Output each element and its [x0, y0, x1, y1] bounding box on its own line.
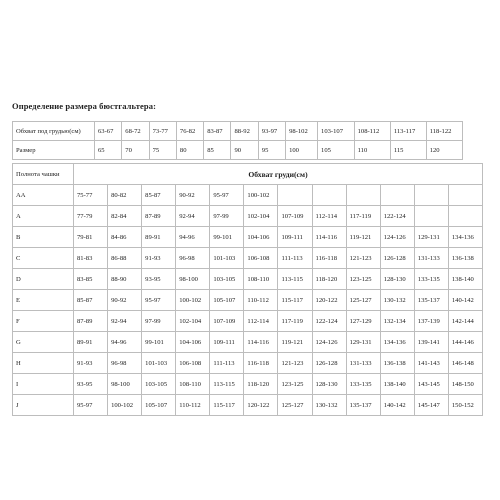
bust-range-cell: 122-124 — [312, 311, 346, 332]
bust-range-cell: 129-131 — [346, 332, 380, 353]
bust-range-cell: 144-146 — [448, 332, 482, 353]
cup-label: C — [13, 248, 74, 269]
cup-label: G — [13, 332, 74, 353]
cup-label: I — [13, 374, 74, 395]
bust-range-cell: 123-125 — [278, 374, 312, 395]
bust-range-cell: 128-130 — [312, 374, 346, 395]
size-row — [13, 141, 463, 160]
bust-range-cell: 86-88 — [108, 248, 142, 269]
bust-range-cell: 143-145 — [414, 374, 448, 395]
bust-range-cell: 98-100 — [108, 374, 142, 395]
bust-range-cell: 105-107 — [210, 290, 244, 311]
size-cell: 75 — [149, 141, 176, 160]
bust-range-cell: 117-119 — [346, 206, 380, 227]
bust-range-cell: 98-100 — [176, 269, 210, 290]
bust-range-cell: 94-96 — [108, 332, 142, 353]
underbust-cell: 63-67 — [95, 122, 122, 141]
bust-range-cell: 77-79 — [74, 206, 108, 227]
bust-range-cell: 125-127 — [346, 290, 380, 311]
bust-range-cell — [448, 206, 482, 227]
bust-range-cell: 85-87 — [74, 290, 108, 311]
size-cell: 100 — [286, 141, 318, 160]
bust-range-cell: 113-115 — [278, 269, 312, 290]
bust-range-cell: 118-120 — [312, 269, 346, 290]
bust-range-cell: 120-122 — [312, 290, 346, 311]
bust-range-cell: 130-132 — [312, 395, 346, 416]
size-cell: 70 — [122, 141, 149, 160]
bust-range-cell: 139-141 — [414, 332, 448, 353]
bust-range-cell: 92-94 — [176, 206, 210, 227]
table-row — [13, 374, 483, 395]
underbust-label: Обхват под грудью(см) — [13, 122, 95, 141]
bust-range-cell: 81-83 — [74, 248, 108, 269]
bust-range-cell: 90-92 — [176, 185, 210, 206]
bust-range-cell: 84-86 — [108, 227, 142, 248]
bust-range-cell: 96-98 — [176, 248, 210, 269]
underbust-cell: 93-97 — [258, 122, 285, 141]
bust-range-cell: 92-94 — [108, 311, 142, 332]
bust-range-cell: 83-85 — [74, 269, 108, 290]
bust-range-cell: 133-135 — [414, 269, 448, 290]
bust-range-cell: 134-136 — [380, 332, 414, 353]
bust-range-cell: 131-133 — [346, 353, 380, 374]
bust-range-cell: 135-137 — [346, 395, 380, 416]
underbust-cell: 83-87 — [204, 122, 231, 141]
bust-range-cell: 138-140 — [380, 374, 414, 395]
bust-range-cell: 97-99 — [210, 206, 244, 227]
table-row — [13, 227, 483, 248]
cup-label: J — [13, 395, 74, 416]
bust-range-cell: 85-87 — [142, 185, 176, 206]
bust-range-cell: 116-118 — [244, 353, 278, 374]
bust-range-cell: 95-97 — [142, 290, 176, 311]
bust-range-cell: 93-95 — [74, 374, 108, 395]
bust-range-cell: 111-113 — [210, 353, 244, 374]
bust-range-cell: 145-147 — [414, 395, 448, 416]
bust-range-cell: 127-129 — [346, 311, 380, 332]
bust-range-cell: 115-117 — [278, 290, 312, 311]
bust-range-cell: 138-140 — [448, 269, 482, 290]
bust-range-cell — [278, 185, 312, 206]
bust-range-cell: 126-128 — [380, 248, 414, 269]
table-row — [13, 269, 483, 290]
underbust-size-table — [12, 121, 463, 160]
bust-range-cell: 96-98 — [108, 353, 142, 374]
bust-range-cell: 121-123 — [278, 353, 312, 374]
bust-range-cell: 126-128 — [312, 353, 346, 374]
bust-range-cell: 102-104 — [176, 311, 210, 332]
bust-range-cell: 79-81 — [74, 227, 108, 248]
bust-range-cell: 89-91 — [142, 227, 176, 248]
bust-range-cell: 112-114 — [312, 206, 346, 227]
underbust-row — [13, 122, 463, 141]
table-row — [13, 353, 483, 374]
bust-range-cell: 136-138 — [380, 353, 414, 374]
cup-label: D — [13, 269, 74, 290]
bust-range-cell: 88-90 — [108, 269, 142, 290]
bust-range-cell: 89-91 — [74, 332, 108, 353]
bust-range-cell: 99-101 — [210, 227, 244, 248]
table-row — [13, 290, 483, 311]
bust-range-cell: 120-122 — [244, 395, 278, 416]
table-row — [13, 332, 483, 353]
table-row — [13, 206, 483, 227]
bust-range-cell: 104-106 — [244, 227, 278, 248]
cup-label: F — [13, 311, 74, 332]
bust-range-cell: 141-143 — [414, 353, 448, 374]
bust-range-cell: 103-105 — [210, 269, 244, 290]
underbust-cell: 68-72 — [122, 122, 149, 141]
bust-range-cell: 101-103 — [210, 248, 244, 269]
size-cell: 65 — [95, 141, 122, 160]
size-cell: 115 — [390, 141, 426, 160]
underbust-cell: 98-102 — [286, 122, 318, 141]
bust-range-cell: 150-152 — [448, 395, 482, 416]
bust-range-cell: 134-136 — [448, 227, 482, 248]
bust-range-cell: 108-110 — [176, 374, 210, 395]
bust-range-cell: 91-93 — [142, 248, 176, 269]
bust-range-cell: 99-101 — [142, 332, 176, 353]
bust-range-cell: 114-116 — [312, 227, 346, 248]
bust-range-cell: 115-117 — [210, 395, 244, 416]
size-cell: 95 — [258, 141, 285, 160]
page-title: Определение размера бюстгальтера: — [12, 101, 157, 111]
size-cell: 80 — [176, 141, 203, 160]
bust-range-cell: 87-89 — [142, 206, 176, 227]
cup-label: AA — [13, 185, 74, 206]
table-row — [13, 185, 483, 206]
bust-range-cell: 123-125 — [346, 269, 380, 290]
cup-header: Полнота чашки — [13, 164, 74, 185]
cup-label: E — [13, 290, 74, 311]
bust-range-cell — [448, 185, 482, 206]
cup-label: H — [13, 353, 74, 374]
bust-range-cell: 114-116 — [244, 332, 278, 353]
bust-range-cell: 100-102 — [176, 290, 210, 311]
cup-table-body — [13, 164, 483, 416]
bust-range-cell: 110-112 — [176, 395, 210, 416]
bust-range-cell: 100-102 — [244, 185, 278, 206]
cup-size-table — [12, 163, 483, 416]
bust-range-cell: 75-77 — [74, 185, 108, 206]
bust-range-cell: 107-109 — [278, 206, 312, 227]
underbust-cell: 113-117 — [390, 122, 426, 141]
bust-range-cell: 97-99 — [142, 311, 176, 332]
bust-range-cell: 111-113 — [278, 248, 312, 269]
bust-range-cell: 148-150 — [448, 374, 482, 395]
bust-range-cell: 112-114 — [244, 311, 278, 332]
bust-range-cell: 102-104 — [244, 206, 278, 227]
bust-range-cell — [414, 206, 448, 227]
bust-range-cell — [380, 185, 414, 206]
bust-range-cell: 133-135 — [346, 374, 380, 395]
bust-range-cell: 95-97 — [74, 395, 108, 416]
bust-range-cell — [346, 185, 380, 206]
underbust-cell: 73-77 — [149, 122, 176, 141]
bust-range-cell: 140-142 — [448, 290, 482, 311]
bust-range-cell: 128-130 — [380, 269, 414, 290]
size-cell: 90 — [231, 141, 258, 160]
bust-range-cell: 140-142 — [380, 395, 414, 416]
bust-range-cell: 101-103 — [142, 353, 176, 374]
bust-range-cell — [414, 185, 448, 206]
table-row — [13, 395, 483, 416]
bust-range-cell: 87-89 — [74, 311, 108, 332]
bust-range-cell: 116-118 — [312, 248, 346, 269]
bust-range-cell: 122-124 — [380, 206, 414, 227]
bust-range-cell: 105-107 — [142, 395, 176, 416]
bust-range-cell: 103-105 — [142, 374, 176, 395]
underbust-cell: 103-107 — [318, 122, 355, 141]
bust-range-cell: 130-132 — [380, 290, 414, 311]
size-cell: 85 — [204, 141, 231, 160]
bust-range-cell — [312, 185, 346, 206]
bust-range-cell: 109-111 — [278, 227, 312, 248]
table-row — [13, 311, 483, 332]
table-row — [13, 248, 483, 269]
bust-range-cell: 124-126 — [380, 227, 414, 248]
bust-range-cell: 100-102 — [108, 395, 142, 416]
bust-range-cell: 108-110 — [244, 269, 278, 290]
size-label: Размер — [13, 141, 95, 160]
bust-range-cell: 113-115 — [210, 374, 244, 395]
underbust-cell: 108-112 — [354, 122, 390, 141]
bust-range-cell: 93-95 — [142, 269, 176, 290]
bust-range-cell: 106-108 — [244, 248, 278, 269]
bust-range-cell: 136-138 — [448, 248, 482, 269]
bust-range-cell: 117-119 — [278, 311, 312, 332]
bust-range-cell: 146-148 — [448, 353, 482, 374]
bust-range-cell: 121-123 — [346, 248, 380, 269]
bust-range-cell: 107-109 — [210, 311, 244, 332]
bust-range-cell: 135-137 — [414, 290, 448, 311]
bust-range-cell: 124-126 — [312, 332, 346, 353]
bust-range-cell: 95-97 — [210, 185, 244, 206]
bust-range-cell: 109-111 — [210, 332, 244, 353]
underbust-cell: 88-92 — [231, 122, 258, 141]
bust-range-cell: 119-121 — [278, 332, 312, 353]
cup-table-header-row — [13, 164, 483, 185]
bust-range-cell: 129-131 — [414, 227, 448, 248]
bust-range-cell: 131-133 — [414, 248, 448, 269]
bust-range-cell: 125-127 — [278, 395, 312, 416]
size-cell: 105 — [318, 141, 355, 160]
size-cell: 110 — [354, 141, 390, 160]
bust-range-cell: 118-120 — [244, 374, 278, 395]
bust-range-cell: 91-93 — [74, 353, 108, 374]
bust-range-cell: 142-144 — [448, 311, 482, 332]
bust-range-cell: 137-139 — [414, 311, 448, 332]
size-cell: 120 — [426, 141, 462, 160]
bust-range-cell: 94-96 — [176, 227, 210, 248]
bust-range-cell: 80-82 — [108, 185, 142, 206]
bust-range-cell: 106-108 — [176, 353, 210, 374]
bust-range-cell: 104-106 — [176, 332, 210, 353]
cup-label: B — [13, 227, 74, 248]
bust-range-cell: 82-84 — [108, 206, 142, 227]
cup-label: A — [13, 206, 74, 227]
underbust-cell: 76-82 — [176, 122, 203, 141]
bust-range-cell: 132-134 — [380, 311, 414, 332]
underbust-cell: 118-122 — [426, 122, 462, 141]
bust-range-cell: 119-121 — [346, 227, 380, 248]
bust-range-cell: 110-112 — [244, 290, 278, 311]
bust-header: Обхват груди(см) — [74, 164, 483, 185]
bust-range-cell: 90-92 — [108, 290, 142, 311]
